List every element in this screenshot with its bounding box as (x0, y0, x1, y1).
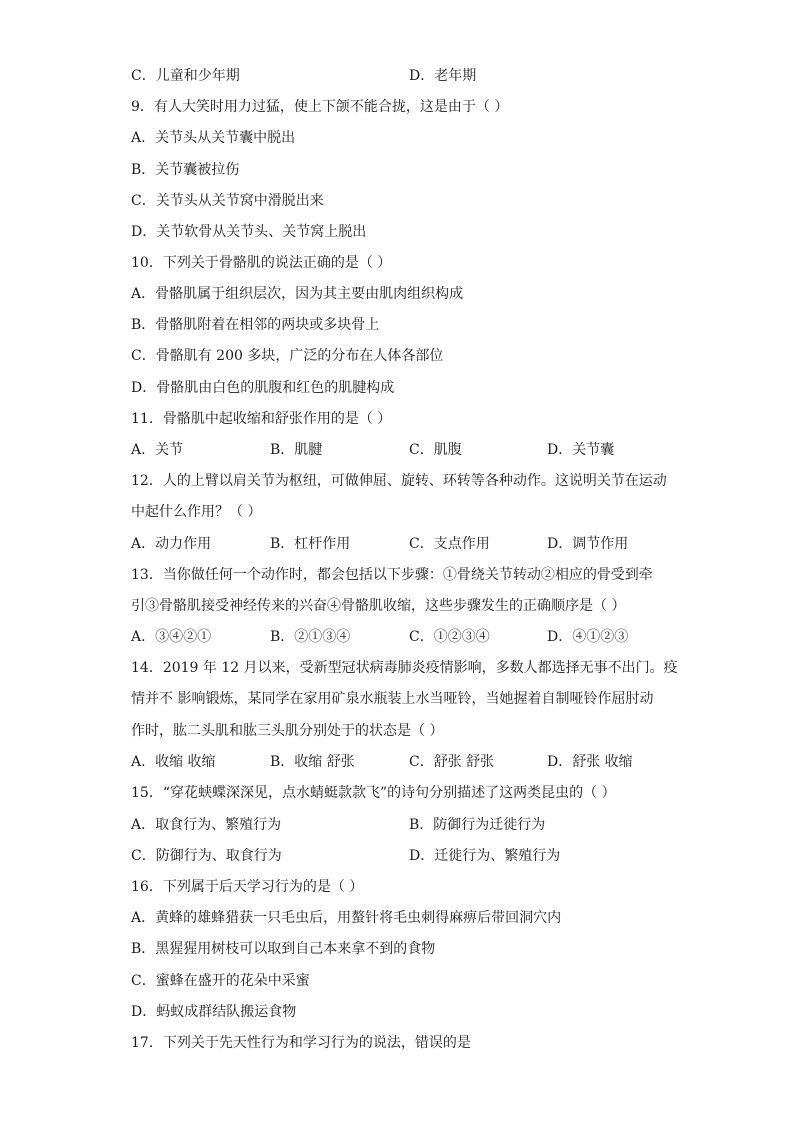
q13-stem-line-1: 13．当你做任何一个动作时，都会包括以下步骤：①骨绕关节转动②相应的骨受到牵 (131, 567, 653, 583)
q11-option-a: A．关节 (131, 442, 184, 458)
q9-option-b: B．关节囊被拉伤 (131, 162, 240, 178)
q16-stem: 16．下列属于后天学习行为的是（ ） (131, 879, 364, 895)
q17-stem: 17．下列关于先天性行为和学习行为的说法，错误的是 (131, 1035, 471, 1051)
q10-stem: 10．下列关于骨骼肌的说法正确的是（ ） (131, 255, 392, 271)
q12-option-b: B．杠杆作用 (270, 536, 351, 552)
q9-option-a: A．关节头从关节囊中脱出 (131, 130, 296, 146)
q16-option-c: C．蜜蜂在盛开的花朵中采蜜 (131, 973, 310, 989)
q10-option-d: D．骨骼肌由白色的肌腹和红色的肌腱构成 (131, 380, 395, 396)
q11-option-b: B．肌腱 (270, 442, 323, 458)
q12-option-d: D．调节作用 (547, 536, 629, 552)
q10-option-a: A．骨骼肌属于组织层次，因为其主要由肌肉组织构成 (131, 286, 464, 302)
q13-stem-line-2: 引③骨骼肌接受神经传来的兴奋④骨骼肌收缩，这些步骤发生的正确顺序是（ ） (131, 598, 626, 614)
q9-stem: 9．有人大笑时用力过猛，使上下颌不能合拢，这是由于（ ） (131, 99, 509, 115)
q9-option-d: D．关节软骨从关节头、关节窝上脱出 (131, 224, 367, 240)
q14-stem-line-2: 情并不 影响锻炼，某同学在家用矿泉水瓶装上水当哑铃，当她握着自制哑铃作屈肘动 (131, 691, 654, 707)
q10-option-c: C．骨骼肌有 200 多块，广泛的分布在人体各部位 (131, 348, 444, 364)
q14-stem-line-3: 作时，肱二头肌和肱三头肌分别处于的状态是（ ） (131, 723, 444, 739)
q9-option-c: C．关节头从关节窝中滑脱出来 (131, 193, 324, 209)
q11-stem: 11．骨骼肌中起收缩和舒张作用的是（ ） (131, 411, 392, 427)
q13-option-b: B．②①③④ (270, 629, 351, 645)
q8-option-d: D．老年期 (409, 68, 477, 84)
q15-option-b: B．防御行为迁徙行为 (409, 817, 546, 833)
q14-option-b: B．收缩 舒张 (270, 754, 355, 770)
q14-option-a: A．收缩 收缩 (131, 754, 216, 770)
q14-stem-line-1: 14．2019 年 12 月以来，受新型冠状病毒肺炎疫情影响，多数人都选择无事不出门。疫 (131, 660, 678, 676)
q11-option-c: C．肌腹 (409, 442, 462, 458)
q16-option-d: D．蚂蚁成群结队搬运食物 (131, 1004, 297, 1020)
q14-option-d: D．舒张 收缩 (547, 754, 633, 770)
q15-option-c: C．防御行为、取食行为 (131, 848, 282, 864)
q11-option-d: D．关节囊 (547, 442, 615, 458)
q15-option-d: D．迁徙行为、繁殖行为 (409, 848, 561, 864)
q14-option-c: C．舒张 舒张 (409, 754, 495, 770)
q15-option-a: A．取食行为、繁殖行为 (131, 817, 282, 833)
q12-stem-line-1: 12．人的上臂以肩关节为枢纽，可做伸屈、旋转、环转等各种动作。这说明关节在运动 (131, 473, 667, 489)
q10-option-b: B．骨骼肌附着在相邻的两块或多块骨上 (131, 317, 380, 333)
q13-option-c: C．①②③④ (409, 629, 490, 645)
q13-option-d: D．④①②③ (547, 629, 629, 645)
q12-option-a: A．动力作用 (131, 536, 212, 552)
q13-option-a: A．③④②① (131, 629, 212, 645)
q8-option-c: C．儿童和少年期 (131, 68, 240, 84)
q12-option-c: C．支点作用 (409, 536, 490, 552)
q12-stem-line-2: 中起什么作用？（ ） (131, 504, 262, 520)
q16-option-a: A．黄蜂的雄蜂猎获一只毛虫后，用螯针将毛虫刺得麻痹后带回洞穴内 (131, 910, 562, 926)
q16-option-b: B．黑猩猩用树枝可以取到自己本来拿不到的食物 (131, 941, 436, 957)
q15-stem: 15．“穿花蛱蝶深深见，点水蜻蜓款款飞”的诗句分别描述了这两类昆虫的（ ） (131, 785, 616, 801)
